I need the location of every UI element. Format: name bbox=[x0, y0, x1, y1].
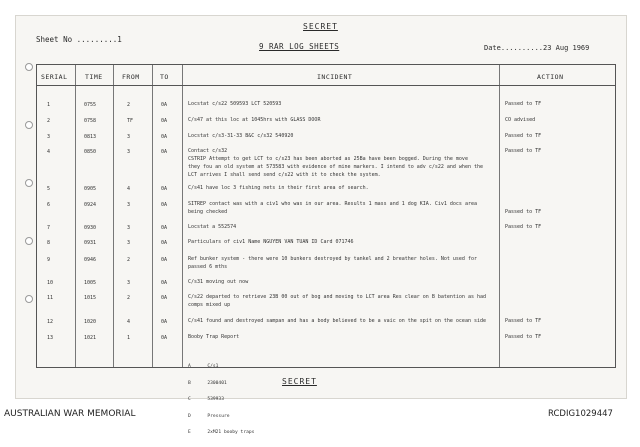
incident-cell bbox=[188, 200, 477, 216]
action-cell bbox=[505, 333, 541, 341]
action-line: Passed to TF bbox=[505, 133, 542, 139]
incident-cell bbox=[188, 147, 483, 179]
action-cell bbox=[505, 200, 541, 216]
booby-line: D Pressure bbox=[188, 413, 230, 419]
from-cell: 4 bbox=[127, 319, 131, 325]
classification-top: SECRET bbox=[303, 22, 338, 31]
incident-line: they fou an old system at 573583 with evidence of mine markers. I intend to adv c/s22 and when the bbox=[188, 164, 484, 170]
from-cell: 3 bbox=[127, 134, 131, 140]
incident-line: C/s41 have loc 3 fishing nets in their first area of search. bbox=[188, 185, 369, 191]
record-id: RCDIG1029447 bbox=[548, 409, 613, 419]
action-cell bbox=[505, 116, 535, 124]
incident-cell bbox=[188, 132, 293, 140]
to-cell: 0A bbox=[161, 280, 168, 286]
booby-line: C 539933 bbox=[188, 397, 224, 402]
incident-line: Booby Trap Report bbox=[188, 334, 240, 340]
incident-cell bbox=[188, 184, 369, 192]
sheet-date: Date..........23 Aug 1969 bbox=[484, 44, 590, 52]
incident-line: LCT arrives I shall send send c/s22 with it to check the system. bbox=[188, 172, 381, 178]
booby-line: B 2300401 bbox=[188, 380, 227, 386]
time-cell: 1020 bbox=[84, 319, 97, 325]
to-cell: 0A bbox=[161, 134, 168, 140]
from-cell: 2 bbox=[127, 257, 131, 263]
incident-line: passed 6 mths bbox=[188, 264, 228, 270]
incident-cell bbox=[188, 116, 320, 124]
serial-cell: 8 bbox=[47, 240, 51, 246]
incident-line: Locstat c/s22 509593 LCT 520593 bbox=[188, 101, 282, 107]
column-header-time: TIME bbox=[85, 73, 103, 81]
to-cell: 0A bbox=[161, 257, 168, 263]
action-cell bbox=[505, 317, 541, 325]
serial-cell: 4 bbox=[47, 149, 51, 155]
serial-cell: 7 bbox=[47, 225, 51, 231]
time-cell: 1021 bbox=[84, 335, 97, 341]
from-cell: 4 bbox=[127, 186, 131, 192]
time-cell: 0931 bbox=[84, 240, 97, 246]
time-cell: 0946 bbox=[84, 257, 97, 263]
time-cell: 0758 bbox=[84, 118, 97, 124]
action-line: CO advised bbox=[505, 117, 536, 123]
action-cell bbox=[505, 223, 541, 231]
action-line: Passed to TF bbox=[505, 148, 542, 154]
punch-hole bbox=[25, 121, 33, 129]
incident-cell bbox=[188, 278, 248, 286]
incident-cell bbox=[188, 100, 281, 108]
action-line: Passed to TF bbox=[505, 318, 542, 324]
from-cell: 3 bbox=[127, 240, 131, 246]
incident-line: C/s47 at this loc at 1045hrs with GLASS DOOR bbox=[188, 117, 321, 123]
from-cell: 3 bbox=[127, 149, 131, 155]
serial-cell: 10 bbox=[47, 280, 54, 286]
serial-cell: 5 bbox=[47, 186, 51, 192]
action-line bbox=[505, 200, 541, 208]
time-cell: 0850 bbox=[84, 149, 97, 155]
to-cell: 0A bbox=[161, 186, 168, 192]
serial-cell: 2 bbox=[47, 118, 51, 124]
time-cell: 1015 bbox=[84, 295, 97, 301]
column-header-incident: INCIDENT bbox=[317, 73, 353, 81]
incident-cell bbox=[188, 223, 236, 231]
serial-cell: 11 bbox=[47, 295, 54, 301]
column-header-from: FROM bbox=[122, 73, 140, 81]
incident-line: C/s22 departed to retrieve 23B 00 out of bog and moving to LCT area Res clear on B batention as had bbox=[188, 294, 487, 300]
to-cell: 0A bbox=[161, 295, 168, 301]
time-cell: 0755 bbox=[84, 102, 97, 108]
serial-cell: 1 bbox=[47, 102, 51, 108]
booby-trap-report bbox=[188, 353, 254, 447]
column-header-to: TO bbox=[160, 73, 169, 81]
serial-cell: 12 bbox=[47, 319, 54, 325]
time-cell: 0930 bbox=[84, 225, 97, 231]
incident-line: comps mixed up bbox=[188, 302, 231, 308]
from-cell: 2 bbox=[127, 102, 131, 108]
incident-line: Locstat a 552574 bbox=[188, 224, 237, 230]
action-line: Passed to TF bbox=[505, 101, 542, 107]
time-cell: 0813 bbox=[84, 134, 97, 140]
incident-cell bbox=[188, 333, 239, 341]
incident-line: Contact c/s32 bbox=[188, 148, 228, 154]
action-cell bbox=[505, 147, 541, 155]
punch-hole bbox=[25, 295, 33, 303]
to-cell: 0A bbox=[161, 335, 168, 341]
to-cell: 0A bbox=[161, 225, 168, 231]
incident-line: C/s31 moving out now bbox=[188, 279, 249, 285]
time-cell: 0924 bbox=[84, 202, 97, 208]
action-line: Passed to TF bbox=[505, 209, 542, 215]
column-header-action: ACTION bbox=[537, 73, 564, 81]
to-cell: 0A bbox=[161, 319, 168, 325]
incident-line: SITREP contact was with a civ1 who was in our area. Results 1 mass and 1 dog KIA. Civ1 docs area bbox=[188, 201, 477, 207]
incident-line: Particulars of civ1 Name NGUYEN VAN TUAN ID Card 071746 bbox=[188, 239, 354, 245]
incident-line: CSTRIP Attempt to get LCT to c/s23 has been aborted as 25Ba have been bogged. During the move bbox=[188, 156, 468, 162]
to-cell: 0A bbox=[161, 149, 168, 155]
to-cell: 0A bbox=[161, 240, 168, 246]
incident-line: being checked bbox=[188, 209, 228, 215]
column-header-serial: SERIAL bbox=[41, 73, 68, 81]
serial-cell: 9 bbox=[47, 257, 51, 263]
from-cell: TF bbox=[127, 118, 134, 124]
booby-line: A C/s1 bbox=[188, 364, 219, 369]
punch-hole bbox=[25, 179, 33, 187]
from-cell: 2 bbox=[127, 295, 131, 301]
classification-bottom: SECRET bbox=[282, 377, 317, 386]
from-cell: 1 bbox=[127, 335, 131, 341]
sheet-number: Sheet No .........1 bbox=[36, 35, 122, 44]
action-cell bbox=[505, 100, 541, 108]
to-cell: 0A bbox=[161, 118, 168, 124]
incident-line: C/s41 found and destroyed sampan and has a body believed to be a vaic on the spit on the ocean side bbox=[188, 318, 487, 324]
incident-cell bbox=[188, 293, 486, 309]
action-line: Passed to TF bbox=[505, 334, 542, 340]
serial-cell: 3 bbox=[47, 134, 51, 140]
incident-line: Locstat c/s3-31-33 B&C c/s32 540920 bbox=[188, 133, 294, 139]
action-line: Passed to TF bbox=[505, 224, 542, 230]
from-cell: 3 bbox=[127, 280, 131, 286]
serial-cell: 6 bbox=[47, 202, 51, 208]
action-cell bbox=[505, 132, 541, 140]
booby-line: E 2xM21 booby traps bbox=[188, 430, 255, 435]
from-cell: 3 bbox=[127, 225, 131, 231]
punch-hole bbox=[25, 237, 33, 245]
incident-cell bbox=[188, 317, 486, 325]
incident-line: Ref bunker system - there were 10 bunkers destroyed by tankel and 2 breather holes. Not used for bbox=[188, 256, 477, 262]
punch-hole bbox=[25, 63, 33, 71]
document-title: 9 RAR LOG SHEETS bbox=[259, 42, 340, 51]
to-cell: 0A bbox=[161, 102, 168, 108]
serial-cell: 13 bbox=[47, 335, 54, 341]
time-cell: 0905 bbox=[84, 186, 97, 192]
incident-cell bbox=[188, 238, 354, 246]
incident-cell bbox=[188, 255, 477, 271]
from-cell: 3 bbox=[127, 202, 131, 208]
time-cell: 1005 bbox=[84, 280, 97, 286]
to-cell: 0A bbox=[161, 202, 168, 208]
archive-credit: AUSTRALIAN WAR MEMORIAL bbox=[4, 409, 136, 419]
